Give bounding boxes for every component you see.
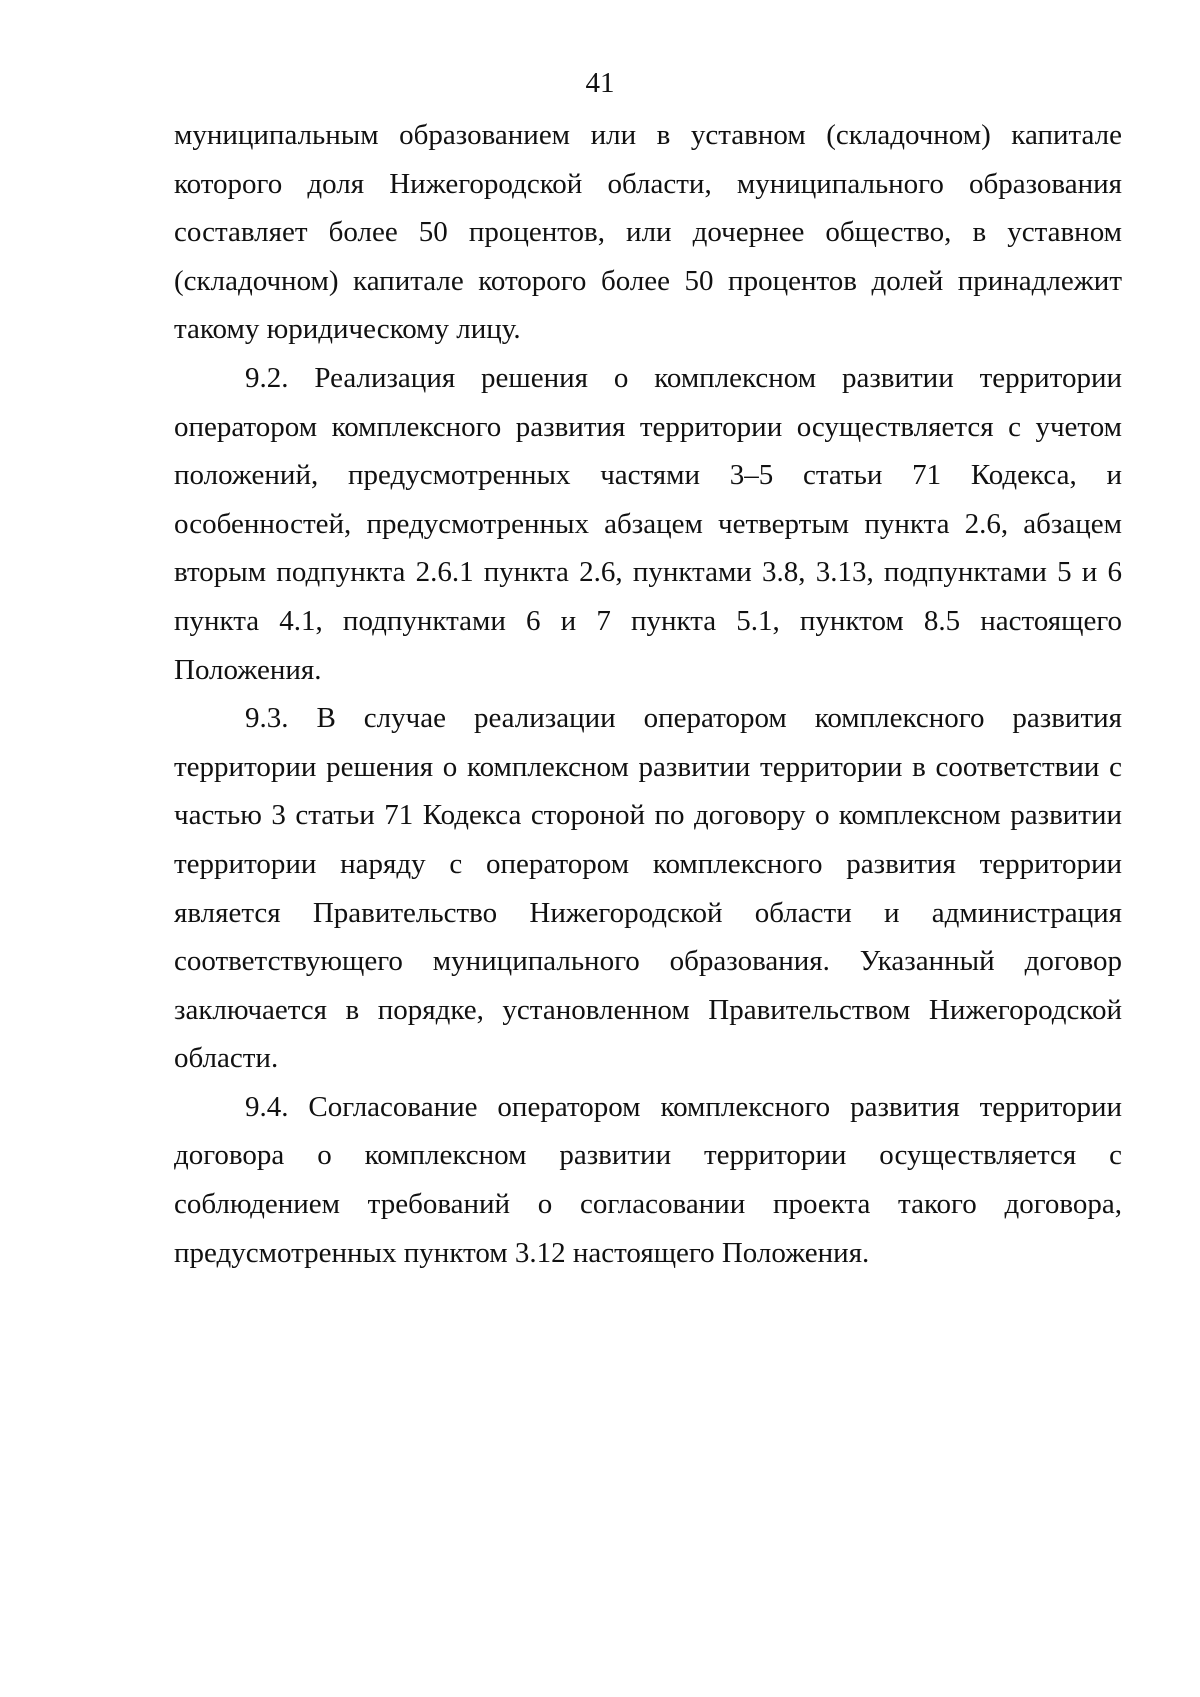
paragraph-9-4: 9.4. Согласование оператором комплексного развития территории договора о комплексном развитии территории осуществляется с соблюдением требований о согласовании проекта такого договора, предусмотренных пунктом 3.12 настоящего Положения.: [174, 1090, 1122, 1269]
paragraph-continuation: муниципальным образованием или в уставном (складочном) капитале которого доля Нижегородской области, муниципального образования составляет более 50 процентов, или дочернее общество, в уставном (складочном) капитале которого более 50 процентов долей принадлежит такому юридическому лицу.: [174, 119, 1122, 346]
page-number: 41: [585, 67, 615, 99]
paragraph-9-3: 9.3. В случае реализации оператором комплексного развития территории решения о комплексном развитии территории в соответствии с частью 3 статьи 71 Кодекса стороной по договору о комплексном развитии территории наряду с оператором комплексного развития территории является Правительство Нижегородской области и администрация соответствующего муниципального образования. Указанный договор заключается в порядке, установленном Правительством Нижегородской области.: [174, 702, 1122, 1075]
paragraph-9-2: 9.2. Реализация решения о комплексном развитии территории оператором комплексного развития территории осуществляется с учетом положений, предусмотренных частями 3–5 статьи 71 Кодекса, и особенностей, предусмотренных абзацем четвертым пункта 2.6, абзацем вторым подпункта 2.6.1 пункта 2.6, пунктами 3.8, 3.13, подпунктами 5 и 6 пункта 4.1, подпунктами 6 и 7 пункта 5.1, пунктом 8.5 настоящего Положения.: [174, 361, 1122, 686]
document-body: [174, 111, 1122, 1277]
